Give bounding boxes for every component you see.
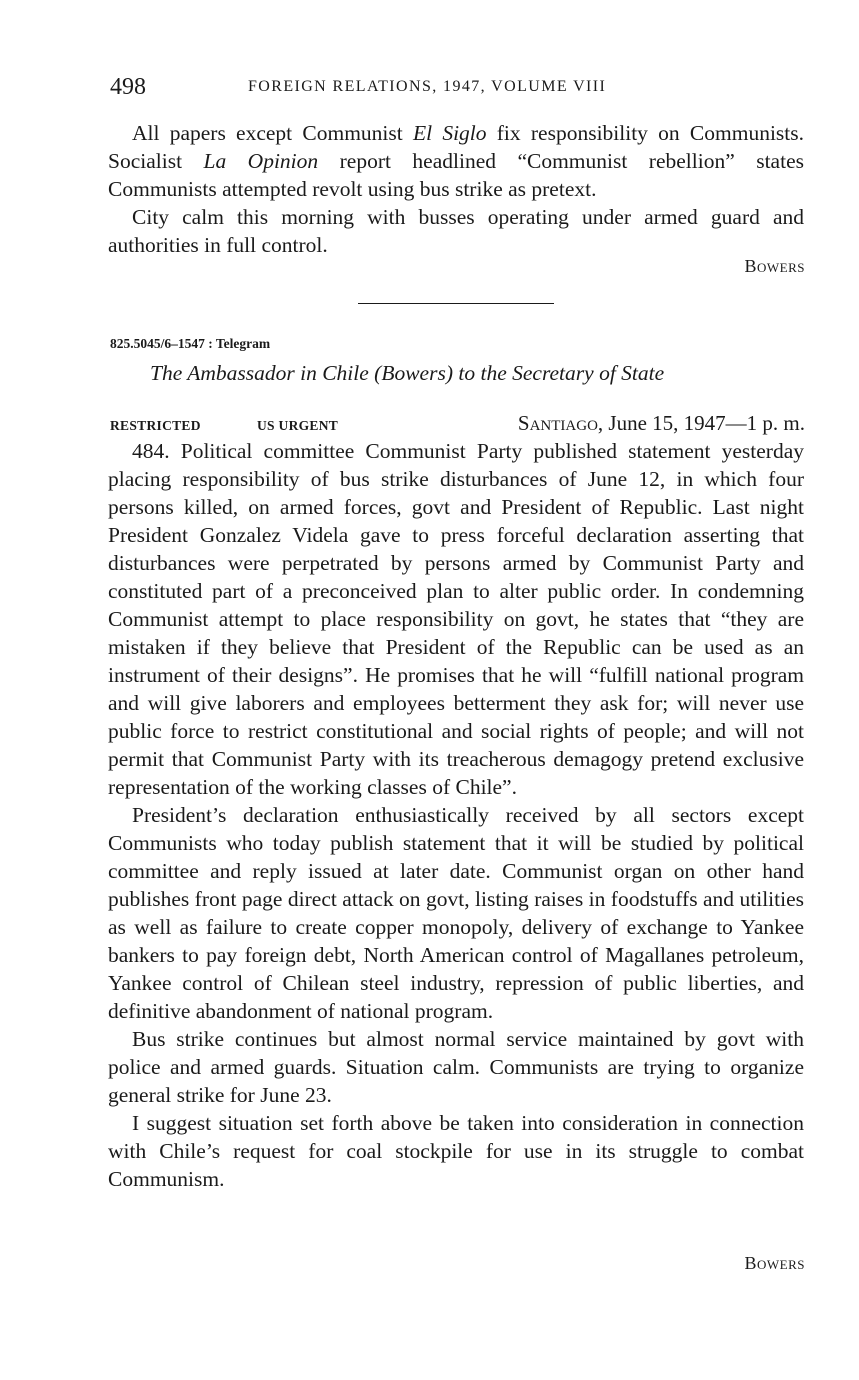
page-number: 498 bbox=[110, 74, 146, 100]
dateline-place: Santiago bbox=[517, 411, 598, 435]
newspaper-name: El Siglo bbox=[412, 121, 487, 145]
paragraph bbox=[108, 119, 804, 203]
running-head: FOREIGN RELATIONS, 1947, VOLUME VIII bbox=[248, 78, 607, 95]
paragraph: I suggest situation set forth above be taken into consideration in connection with Chile’s request for coal stockpile for use in its struggle to combat Communism. bbox=[108, 1111, 804, 1191]
text: fix responsibility on Communists. Socialist bbox=[108, 121, 804, 173]
text: All papers except Communist bbox=[132, 121, 413, 145]
text: report headlined “Communist rebellion” states Communists attempted revolt using bus strike as pretext. bbox=[108, 149, 804, 201]
dateline-date: , June 15, 1947—1 p. m. bbox=[597, 411, 805, 435]
paragraph: Bus strike continues but almost normal service maintained by govt with police and armed guards. Situation calm. Communists are trying to organize general strike for June 23. bbox=[108, 1027, 804, 1107]
previous-document-body bbox=[108, 119, 804, 259]
signature: Bowers bbox=[744, 256, 805, 276]
paragraph: 484. Political committee Communist Party published statement yesterday placing responsibility of bus strike disturbances of June 12, in which four persons killed, on armed forces, govt and President of Republic. Last night President Gonzalez Videla gave to press forceful declaration asserting that disturbances were perpetrated by persons armed by Communist Party and constituted part of a preconceived plan to alter public order. In condemning Communist attempt to place responsibility on govt, he states that “they are mistaken if they believe that President of the Republic can be used as an instrument of their designs”. He promises that he will “fulfill national program and will give laborers and employees betterment they ask for; will never use public force to restrict constitutional and social rights of people; and will not permit that Communist Party with its treacherous demagogy pretend exclusive representation of the working classes of Chile”. bbox=[108, 439, 804, 799]
dateline bbox=[518, 411, 805, 436]
file-reference: 825.5045/6–1547 : Telegram bbox=[110, 336, 271, 351]
signature: Bowers bbox=[744, 1253, 805, 1273]
section-divider bbox=[358, 303, 554, 304]
newspaper-name: La Opinion bbox=[203, 149, 319, 173]
telegram-body bbox=[108, 437, 804, 1193]
document-title: The Ambassador in Chile (Bowers) to the Secretary of State bbox=[150, 361, 665, 385]
priority: US URGENT bbox=[257, 418, 339, 433]
paragraph: President’s declaration enthusiastically received by all sectors except Communists who today publish statement that it will be studied by political committee and reply issued at later date. Communist organ on other hand publishes front page direct attack on govt, listing raises in foodstuffs and utilities as well as failure to create copper monopoly, delivery of exchange to Yankee bankers to pay foreign debt, North American control of Magallanes petroleum, Yankee control of Chilean steel industry, repression of public liberties, and definitive abandonment of national program. bbox=[108, 803, 804, 1023]
classification: RESTRICTED bbox=[110, 418, 201, 433]
paragraph: City calm this morning with busses operating under armed guard and authorities in full control. bbox=[108, 205, 804, 257]
